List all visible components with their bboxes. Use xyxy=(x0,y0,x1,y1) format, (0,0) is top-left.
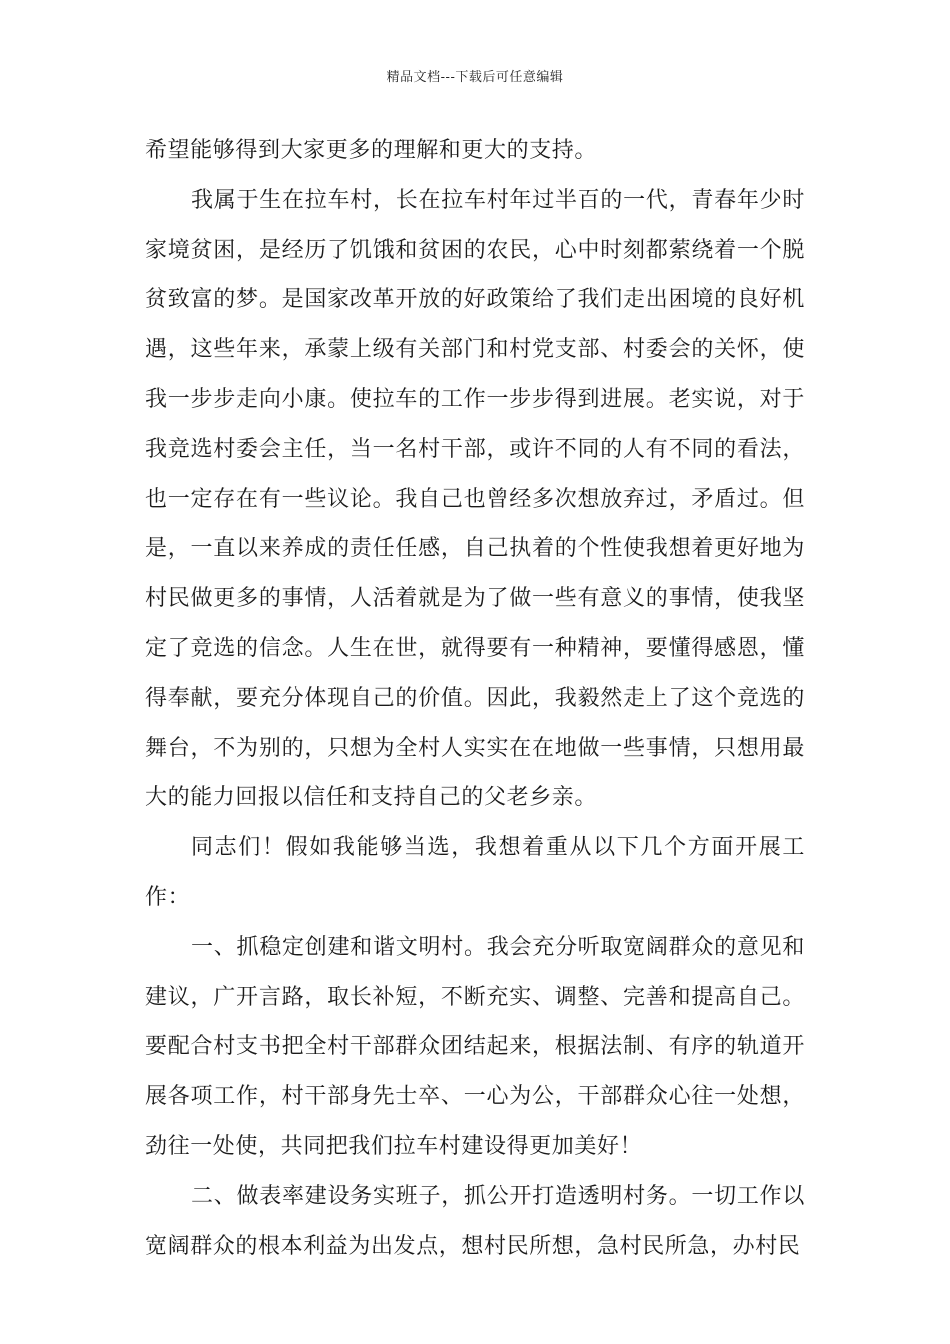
document-body xyxy=(145,126,805,1271)
paragraph: 希望能够得到大家更多的理解和更大的支持。 xyxy=(145,138,598,163)
paragraph: 同志们！假如我能够当选，我想着重从以下几个方面开展工作： xyxy=(145,835,805,910)
page-header: 精品文档---下载后可任意编辑 xyxy=(386,70,564,85)
paragraph: 二、做表率建设务实班子，抓公开打造透明村务。一切工作以宽阔群众的根本利益为出发点，想村民所想，急村民所急，办村民 xyxy=(145,1183,805,1259)
paragraph: 一、抓稳定创建和谐文明村。我会充分听取宽阔群众的意见和建议，广开言路，取长补短，不断充实、调整、完善和提高自己。要配合村支书把全村干部群众团结起来，根据法制、有序的轨道开展各项工作，村干部身先士卒、一心为公，干部群众心往一处想，劲往一处使，共同把我们拉车村建设得更加美好！ xyxy=(145,934,805,1159)
paragraph: 我属于生在拉车村，长在拉车村年过半百的一代，青春年少时家境贫困，是经历了饥饿和贫困的农民，心中时刻都萦绕着一个脱贫致富的梦。是国家改革开放的好政策给了我们走出困境的良好机遇，这些年来，承蒙上级有关部门和村党支部、村委会的关怀，使我一步步走向小康。使拉车的工作一步步得到进展。老实说，对于我竞选村委会主任，当一名村干部，或许不同的人有不同的看法，也一定存在有一些议论。我自己也曾经多次想放弃过，矛盾过。但是，一直以来养成的责任任感，自己执着的个性使我想着更好地为村民做更多的事情，人活着就是为了做一些有意义的事情，使我坚定了竞选的信念。人生在世，就得要有一种精神，要懂得感恩，懂得奉献，要充分体现自己的价值。因此，我毅然走上了这个竞选的舞台，不为别的，只想为全村人实实在在地做一些事情，只想用最大的能力回报以信任和支持自己的父老乡亲。 xyxy=(145,187,805,811)
